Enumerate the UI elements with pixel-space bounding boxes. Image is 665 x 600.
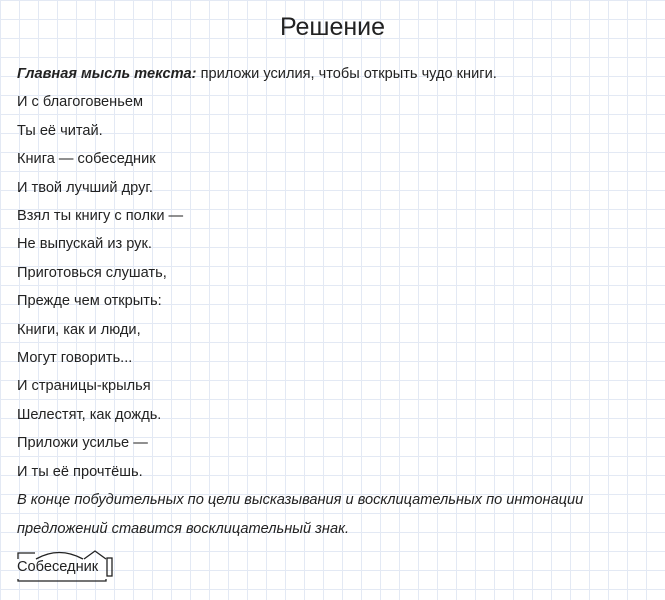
poem-line: Приложи усилье — <box>17 435 148 452</box>
page-title: Решение <box>279 13 386 41</box>
poem-line: И с благоговеньем <box>17 94 143 111</box>
ending-box <box>107 558 112 576</box>
poem-line: Не выпускай из рук. <box>17 236 152 253</box>
poem-line: И ты её прочтёшь. <box>17 463 143 480</box>
poem-line: И твой лучший друг. <box>17 179 153 196</box>
main-idea-text: приложи усилия, чтобы открыть чудо книги. <box>196 66 497 82</box>
poem-line: Приготовься слушать, <box>17 264 167 281</box>
poem-line: Взял ты книгу с полки — <box>17 208 184 225</box>
poem-line: Прежде чем открыть: <box>17 293 162 310</box>
parsed-word: Собеседник <box>17 559 99 575</box>
poem-line: Шелестят, как дождь. <box>17 406 162 423</box>
poem-line: Ты её читай. <box>17 122 103 139</box>
solution-content <box>17 60 657 543</box>
poem-line: И страницы-крылья <box>17 378 151 395</box>
stem-underline <box>18 579 106 581</box>
main-idea-label: Главная мысль текста: <box>17 66 197 82</box>
main-idea <box>17 60 657 88</box>
poem-line: Книги, как и люди, <box>17 321 141 338</box>
poem-line: Книга — собеседник <box>17 151 156 168</box>
conclusion-text: В конце побудительных по цели высказывания и восклицательных по интонации предложений ставится восклицательный знак. <box>17 492 584 537</box>
poem-line: Могут говорить... <box>17 350 133 367</box>
